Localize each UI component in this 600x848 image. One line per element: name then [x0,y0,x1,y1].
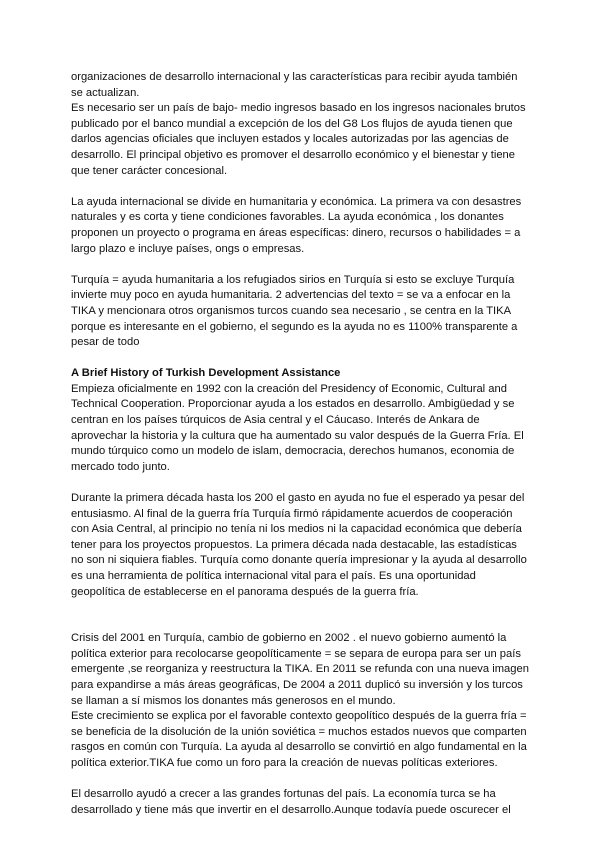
paragraph-turkey-humanitarian [71,273,531,351]
text-line: desarrollado y tiene más que invertir en el desarrollo.Aunque todavía puede oscurecer el [71,803,511,816]
text-line: naturales y es corta y tiene condiciones favorables. La ayuda económica , los donantes [71,211,504,224]
paragraph-gap [71,772,531,788]
text-line: tener para los proyectos propuestos. La primera década nada destacable, las estadísticas [71,538,517,551]
text-line: entusiasmo. Al final de la guerra fría Turquía firmó rápidamente acuerdos de cooperación [71,507,513,520]
paragraph-aid-types [71,195,531,257]
text-line: porque es interesante en el gobierno, el segundo es la ayuda no es 1100% transparente a [71,320,518,333]
paragraph-gap [71,475,531,491]
paragraph-fortunes [71,787,531,818]
text-line: se actualizan. [71,86,140,99]
text-line: rasgos en común con Turquía. La ayuda al desarrollo se convirtió en algo fundamental en la [71,741,527,754]
text-line: organizaciones de desarrollo internacional y las características para recibir ayuda también [71,71,518,83]
paragraph-gap [71,351,531,367]
text-line: Turquía = ayuda humanitaria a los refugiados sirios en Turquía si esto se excluye Turquía [71,273,515,286]
text-line: es una herramienta de política internacional vital para el país. Es una oportunidad [71,570,476,582]
text-line: que tener carácter concesional. [71,164,228,177]
paragraph-gap [71,179,531,195]
text-line: desarrollo. El principal objetivo es promover el desarrollo económico y el bienestar y tiene [71,148,515,161]
text-line: para expandirse a más áreas geográficas, De 2004 a 2011 duplicó su inversión y los turcos [71,678,523,691]
text-line: largo plazo e incluye países, ongs o empresas. [71,242,305,255]
text-line: Este crecimiento se explica por el favorable contexto geopolítico después de la guerra fría = [71,710,527,723]
text-line: mundo túrquico como un modelo de islam, democracia, derechos humanos, economia de [71,445,515,458]
paragraph-intro-continuation [71,70,531,179]
paragraph-gap [71,257,531,273]
text-line: invierte muy poco en ayuda humanitaria. 2 advertencias del texto = se va a enfocar en la [71,289,511,302]
text-line: política exterior para recolocarse geopolíticamente = se separa de europa para ser un país [71,647,521,660]
text-line: proponen un proyecto o programa en áreas específicas: dinero, recursos o habilidades = a [71,226,521,239]
text-line: se beneficia de la disolución de la unión soviética = muchos estados nuevos que comparten [71,725,527,738]
text-line: geopolítica de establecerse en el panorama después de la guerra fría. [71,585,419,598]
text-line: Durante la primera década hasta los 200 el gasto en ayuda no fue el esperado ya pesar del [71,492,525,505]
text-line: darlos agencias oficiales que incluyen estados y locales autorizadas por las agencias de [71,133,509,146]
text-line: emergente ,se reorganiza y reestructura la TIKA. En 2011 se refunda con una nueva imagen [71,663,529,676]
paragraph-gap [71,600,531,631]
document-body [71,70,531,818]
text-line: publicado por el banco mundial a excepción de los del G8 Los flujos de ayuda tienen que [71,117,513,130]
text-line: con Asia Central, al principio no tenía ni los medios ni la capacidad económica que debería [71,523,522,536]
text-line: TIKA y mencionara otros organismos turcos cuando sea necesario , se centra en la TIKA [71,304,512,317]
text-line: aprovechar la historia y la cultura que ha aumentado su valor después de la Guerra Fría. El [71,429,524,442]
text-line: Technical Cooperation. Proporcionar ayuda a los estados en desarrollo. Ambigüedad y se [71,398,515,411]
section-heading: A Brief History of Turkish Development Assistance [71,367,341,380]
text-line: mercado todo junto. [71,460,170,473]
text-line: pesar de todo [71,336,140,349]
text-line: Es necesario ser un país de bajo- medio ingresos basado en los ingresos nacionales brutos [71,102,526,115]
text-line: La ayuda internacional se divide en humanitaria y económica. La primera va con desastres [71,195,522,208]
text-line: Empieza oficialmente en 1992 con la creación del Presidency of Economic, Cultural and [71,382,507,395]
text-line: política exterior.TIKA fue como un foro para la creación de nuevas políticas exteriores. [71,756,498,769]
text-line: Crisis del 2001 en Turquía, cambio de gobierno en 2002 . el nuevo gobierno aumentó la [71,632,507,645]
paragraph-crisis-2001 [71,631,531,771]
text-line: centran en los países túrquicos de Asia central y el Cáucaso. Interés de Ankara de [71,414,480,427]
text-line: no son ni siquiera fiables. Turquía como donante quería impresionar y la ayuda al desarrollo [71,554,527,567]
paragraph-first-decade [71,491,531,600]
text-line: El desarrollo ayudó a crecer a las grandes fortunas del país. La economía turca se ha [71,788,496,801]
text-line: se llaman a sí mismos los donantes más generosos en el mundo. [71,694,396,707]
paragraph-history-1992 [71,382,531,476]
